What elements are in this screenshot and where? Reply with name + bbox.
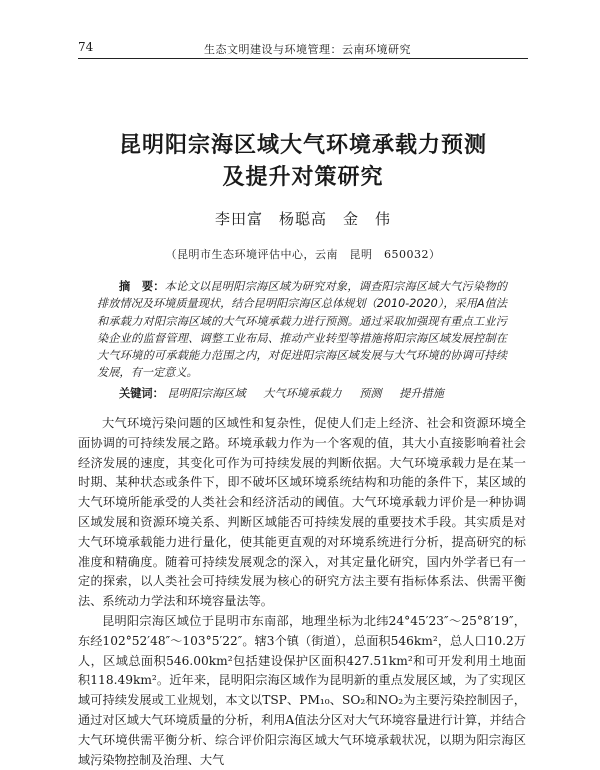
keywords [97, 385, 517, 401]
keyword: 大气环境承载力 [263, 387, 342, 400]
body-paragraph: 大气环境污染问题的区域性和复杂性，促使人们走上经济、社会和资源环境全面协调的可持续发展之路。环境承载力作为一个客观的值，其大小直接影响着社会经济发展的速度，其变化可作为可持续发展的判断依据。大气环境承载力是在某一时期、某种状态或条件下，即不破坏区域环境系统结构和功能的条件下，某区域的大气环境所能承受的人类社会和经济活动的阈值。大气环境承载力评价是一种协调区域发展和资源环境关系、判断区域能否可持续发展的重要技术手段。其实质是对大气环境承载能力进行量化，使其能更直观的对环境系统进行分析，提高研究的标准度和精确度。随着可持续发展观念的深入，对其定量化研究，国内外学者已有一定的探索，以人类社会可持续发展为核心的研究方法主要有指标体系法、供需平衡法、系统动力学法和环境容量法等。 [78, 416, 526, 609]
article-title-line-2: 及提升对策研究 [222, 165, 384, 190]
body-text [78, 414, 526, 770]
authors: 李田富 杨聪高 金 伟 [214, 210, 391, 228]
abstract-text: 本论文以昆明阳宗海区域为研究对象，调查阳宗海区域大气污染物的排放情况及环境质量现状，结合昆明阳宗海区总体规划（2010-2020），采用A值法和承载力对阳宗海区域的大气环境承载力进行预测。通过采取加强现有重点工业污染企业的监督管理、调整工业布局、推动产业转型等措施将阳宗海区域发展控制在大气环境的可承载能力范围之内，对促进阳宗海区域发展与大气环境的协调可持续发展，有一定意义。 [97, 280, 507, 380]
article-title-line-1: 昆明阳宗海区域大气环境承载力预测 [118, 133, 487, 158]
affiliation: （昆明市生态环境评估中心，云南 昆明 650032） [165, 248, 441, 261]
keywords-label: 关键词： [119, 387, 164, 400]
abstract [97, 278, 507, 382]
abstract-label: 摘 要： [119, 280, 165, 293]
page-number: 74 [78, 40, 94, 54]
page-header [78, 40, 528, 59]
keyword: 昆明阳宗海区域 [167, 387, 246, 400]
keyword: 提升措施 [399, 387, 444, 400]
running-title: 生态文明建设与环境管理：云南环境研究 [204, 43, 411, 56]
body-paragraph: 昆明阳宗海区域位于昆明市东南部，地理坐标为北纬24°45′23″～25°8′19″，东经102°52′48″～103°5′22″。辖3个镇（街道），总面积546km²，总人口10.2万人，区域总面积546.00km²包括建设保护区面积427.51km²和可开发利用土地面积118.49km²。近年来，昆明阳宗海区域作为昆明新的重点发展区域，为了实现区域可持续发展或工业规划，本文以TSP、PM₁₀、SO₂和NO₂为主要污染控制因子，通过对区域大气环境质量的分析，利用A值法分区对大气环境容量进行计算，并结合大气环境供需平衡分析、综合评价阳宗海区域大气环境承载状况，以期为阳宗海区域污染物控制及治理、大气 [78, 613, 526, 767]
keyword: 预测 [359, 387, 382, 400]
